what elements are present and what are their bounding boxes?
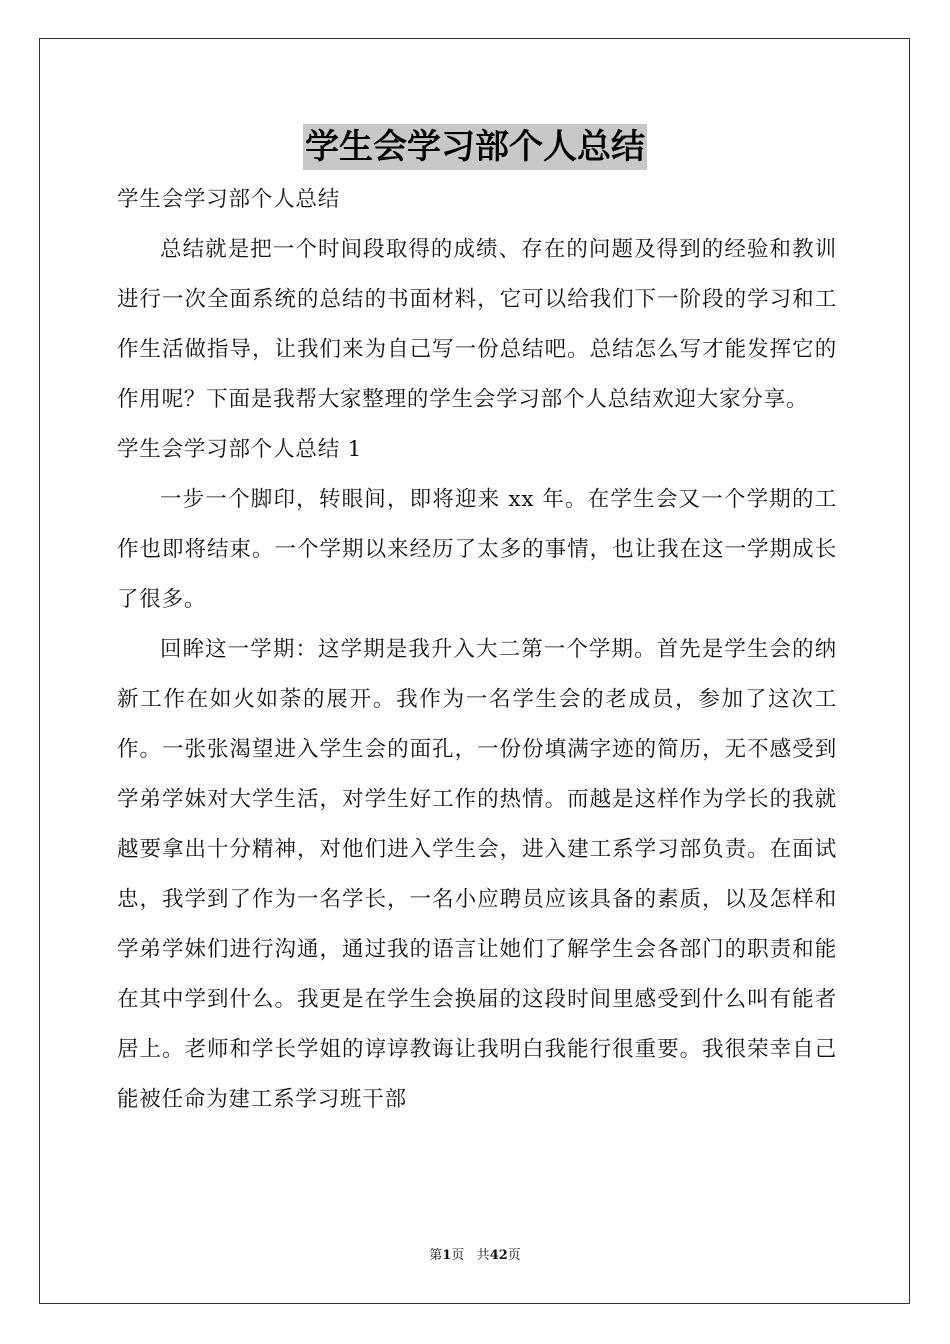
footer-total-pages: 42 [489,1248,508,1263]
section-heading: 学生会学习部个人总结 [117,187,341,212]
document-title: 学生会学习部个人总结 [303,124,647,170]
page-footer [0,1244,950,1263]
footer-total-prefix: 共 [476,1248,490,1263]
footer-page-suffix: 页 [451,1248,465,1263]
title-container [0,124,950,170]
section-heading: 学生会学习部个人总结 1 [117,437,363,462]
intro-paragraph: 总结就是把一个时间段取得的成绩、存在的问题及得到的经验和教训进行一次全面系统的总结的书面材料，它可以给我们下一阶段的学习和工作生活做指导，让我们来为自己写一份总结吧。总结怎么写才能发挥它的作用呢？下面是我帮大家整理的学生会学习部个人总结欢迎大家分享。 [117,237,837,412]
footer-total-suffix: 页 [507,1248,521,1263]
footer-page-prefix: 第 [429,1248,443,1263]
body-paragraph: 一步一个脚印，转眼间，即将迎来 xx 年。在学生会又一个学期的工作也即将结束。一个学期以来经历了太多的事情，也让我在这一学期成长了很多。 [117,487,837,612]
body-paragraph: 回眸这一学期：这学期是我升入大二第一个学期。首先是学生会的纳新工作在如火如荼的展开。我作为一名学生会的老成员，参加了这次工作。一张张渴望进入学生会的面孔，一份份填满字迹的简历，无不感受到学弟学妹对大学生活，对学生好工作的热情。而越是这样作为学长的我就越要拿出十分精神，对他们进入学生会，进入建工系学习部负责。在面试忠，我学到了作为一名学长，一名小应聘员应该具备的素质，以及怎样和学弟学妹们进行沟通，通过我的语言让她们了解学生会各部门的职责和能在其中学到什么。我更是在学生会换届的这段时间里感受到什么叫有能者居上。老师和学长学姐的谆谆教诲让我明白我能行很重要。我很荣幸自己能被任命为建工系学习班干部 [117,637,837,1112]
footer-page-number: 1 [442,1248,452,1263]
document-body [117,175,837,1125]
